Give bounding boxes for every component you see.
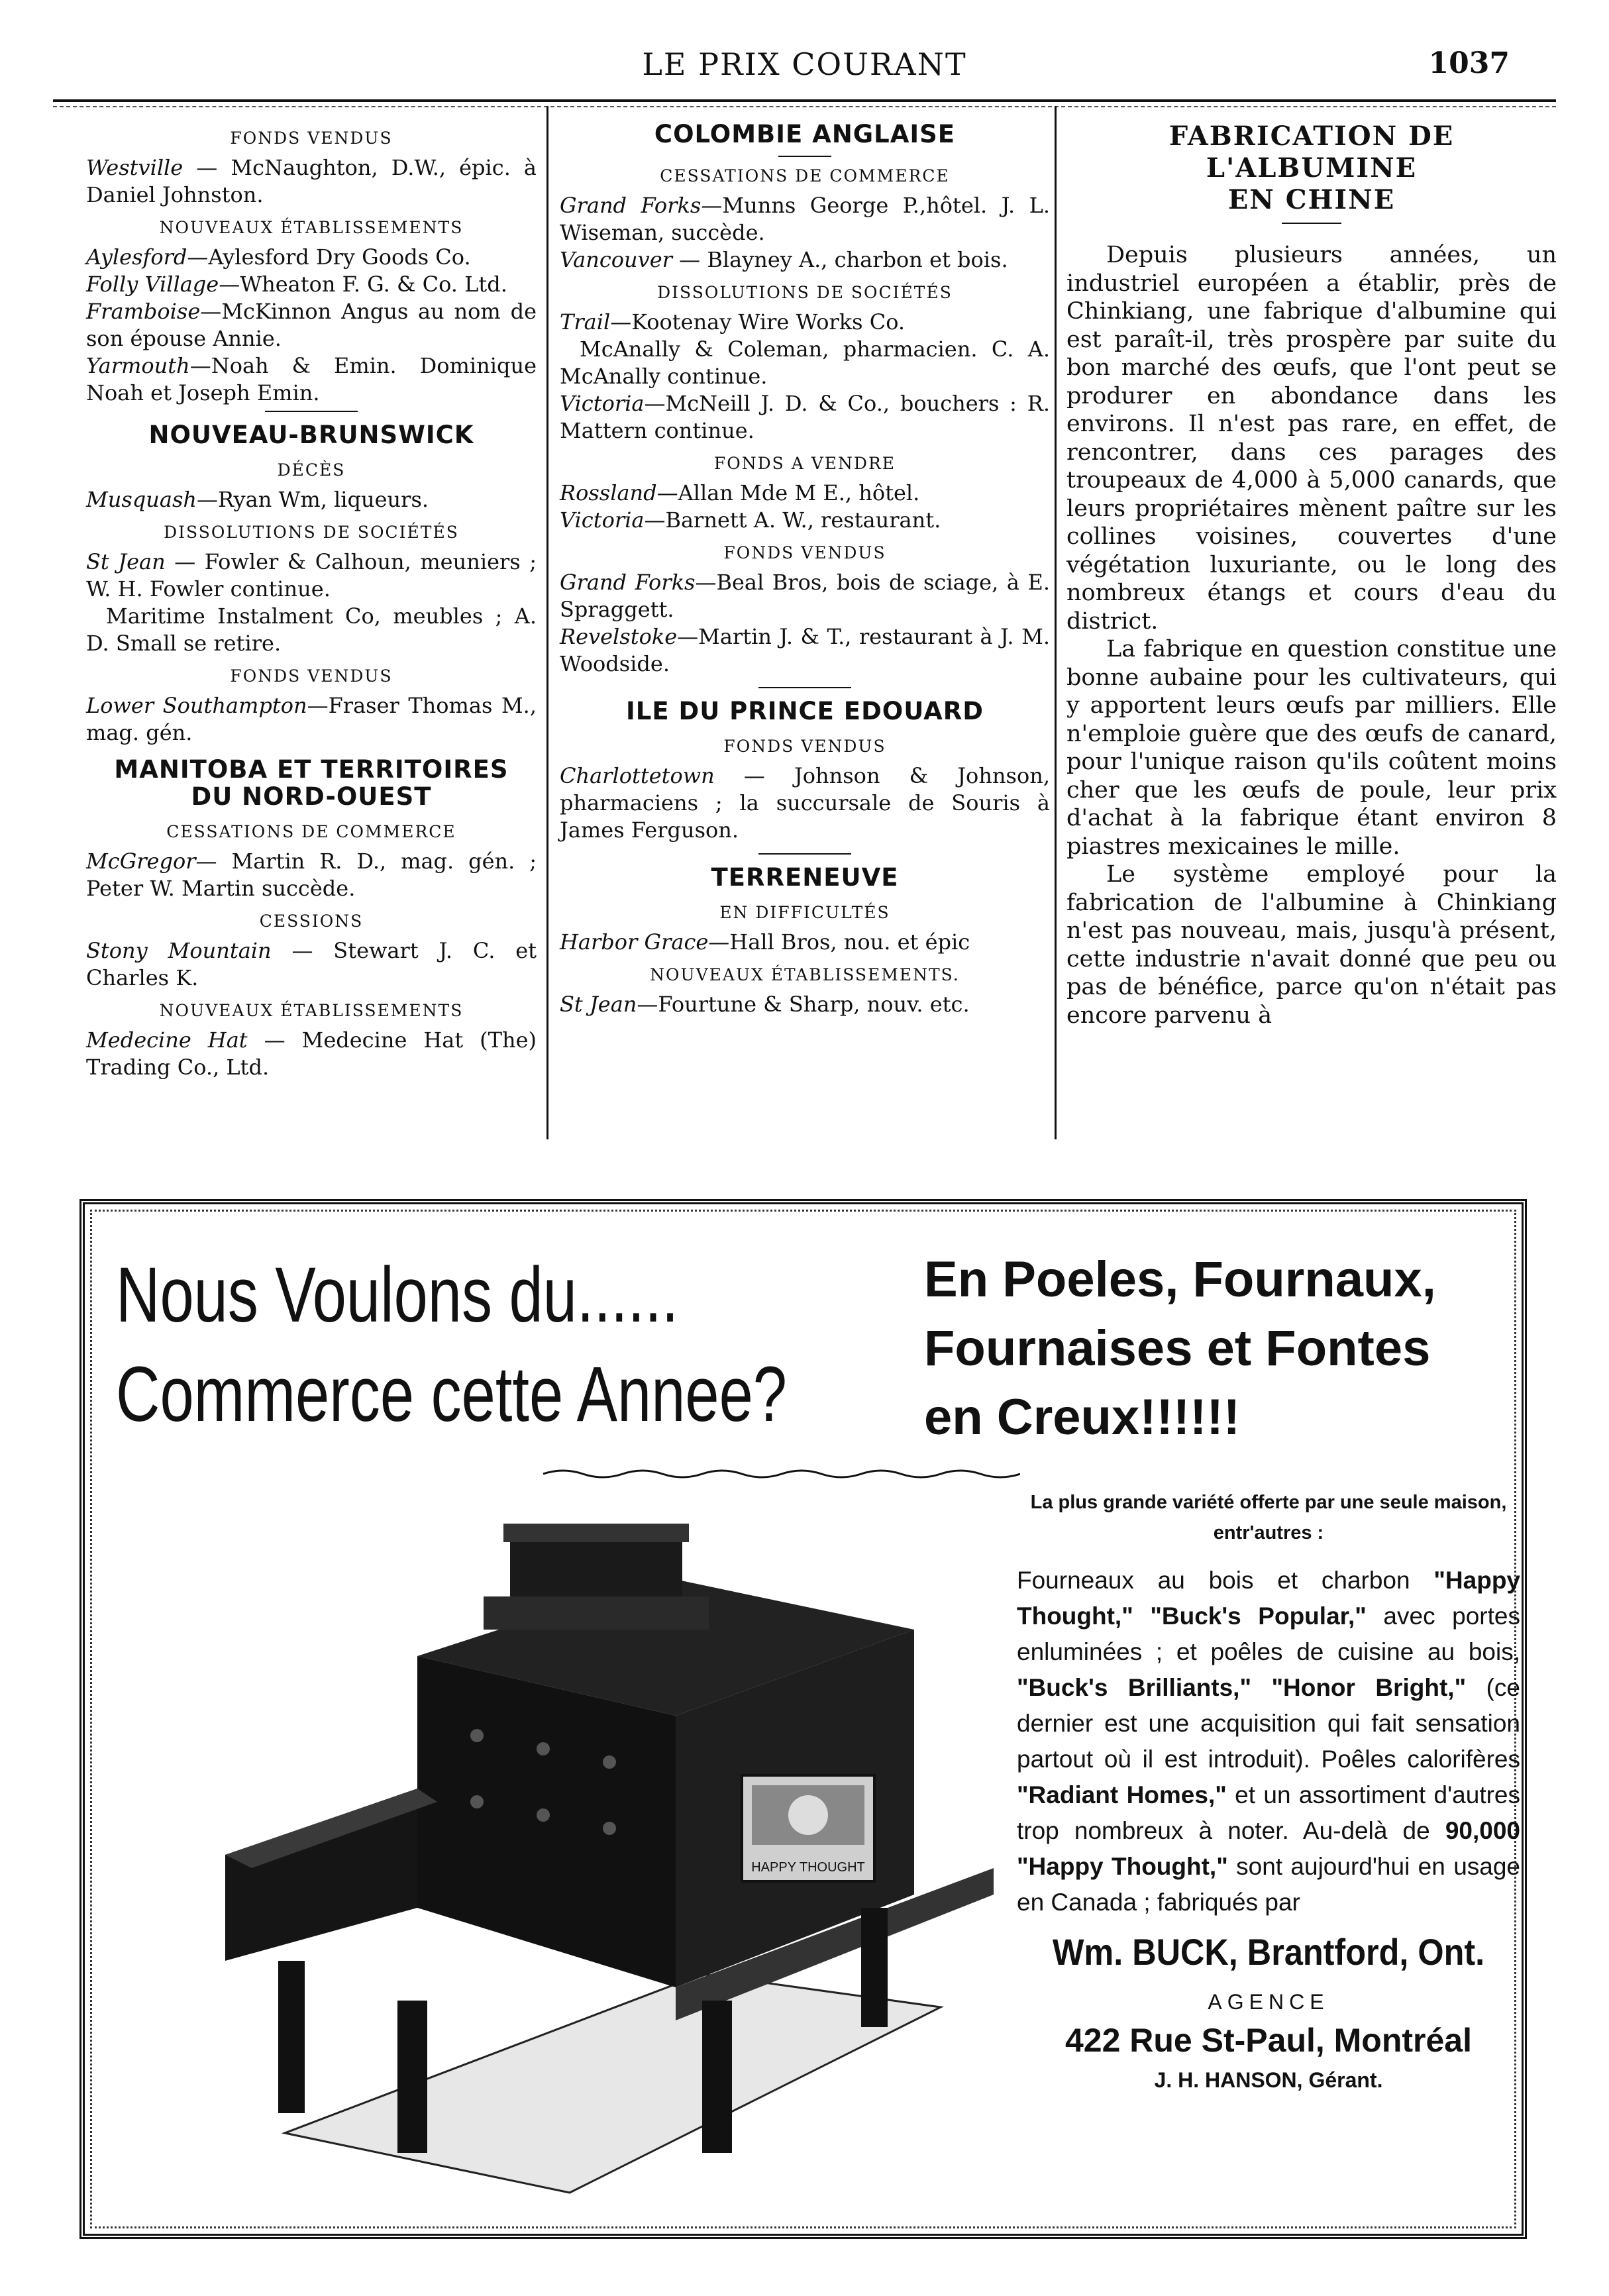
entry-revelstoke: Revelstoke—Martin J. & T., restaurant à J. M. Woodside. — [560, 624, 1050, 676]
header-rule — [53, 99, 1556, 102]
entry-charlottetown: Charlottetown — Johnson & Johnson, pharmaciens ; la succursale de Souris à James Ferguson. — [560, 763, 1050, 843]
column-1 — [86, 119, 537, 1081]
province-title: MANITOBA ET TERRITOIRES — [114, 755, 509, 784]
page-number: 1037 — [1428, 46, 1510, 80]
entry-yarmouth: Yarmouth—Noah & Emin. Dominique Noah et Joseph Emin. — [86, 353, 537, 405]
section-heading: CESSATIONS DE COMMERCE — [166, 822, 456, 841]
column-divider-2 — [1055, 106, 1057, 1139]
section-heading: NOUVEAUX ÉTABLISSEMENTS — [159, 218, 464, 237]
entry-mcgregor: McGregor— Martin R. D., mag. gén. ; Peter W. Martin succède. — [86, 849, 537, 901]
entry-vancouver: Vancouver — Blayney A., charbon et bois. — [560, 247, 1008, 272]
entry-victoria-2: Victoria—Barnett A. W., restaurant. — [560, 507, 941, 533]
province-title-line2: DU NORD-OUEST — [191, 782, 432, 811]
province-title: COLOMBIE ANGLAISE — [654, 120, 956, 148]
entry-westville: Westville — McNaughton, D.W., épic. à Daniel Johnston. — [86, 155, 537, 207]
page-header-title: LE PRIX COURANT — [642, 46, 967, 82]
section-heading: FONDS VENDUS — [723, 543, 886, 562]
divider — [778, 156, 831, 157]
entry-musquash: Musquash—Ryan Wm, liqueurs. — [86, 487, 429, 512]
divider — [1282, 223, 1341, 224]
entry-medecine-hat: Medecine Hat — Medecine Hat (The) Trading Co., Ltd. — [86, 1027, 537, 1080]
entry-victoria: Victoria—McNeill J. D. & Co., bouchers : R. Mattern continue. — [560, 391, 1050, 443]
entry-stjean: St Jean — Fowler & Calhoun, meuniers ; W. H. Fowler continue. — [86, 549, 537, 601]
column-2 — [560, 119, 1050, 1018]
section-heading: FONDS VENDUS — [230, 129, 393, 148]
ad-headline-left: Nous Voulons du...... Commerce cette Annee? — [116, 1251, 787, 1438]
divider — [758, 853, 851, 855]
section-heading: NOUVEAUX ÉTABLISSEMENTS — [159, 1001, 464, 1020]
section-heading: DISSOLUTIONS DE SOCIÉTÉS — [657, 283, 953, 302]
divider — [758, 687, 851, 688]
divider — [265, 411, 358, 412]
decorative-wave-rule — [543, 1467, 1020, 1481]
province-title: ILE DU PRINCE EDOUARD — [626, 697, 984, 725]
section-heading: EN DIFFICULTÉS — [719, 903, 890, 922]
province-title: TERRENEUVE — [711, 863, 899, 892]
entry-lower-southampton: Lower Southampton—Fraser Thomas M., mag. gén. — [86, 693, 537, 745]
entry-maritime: Maritime Instalment Co, meubles ; A. D. Small se retire. — [86, 603, 537, 656]
section-heading: CESSIONS — [259, 912, 364, 931]
entry-trail: Trail—Kootenay Wire Works Co. — [560, 309, 906, 335]
ad-manager: J. H. HANSON, Gérant. — [1154, 2068, 1383, 2092]
article-paragraph-1: Depuis plusieurs années, un industriel européen a établir, près de Chinkiang, une fabrique d'albumine qui est paraît-il, très prospère par suite du bon marché des œufs, que l'ont peut se produrer en abondance dans les environs. Il n'est pas rare, en effet, de rencontrer, dans ces parages des troupeaux de 4,000 à 5,000 canards, que leurs propriétaires mènent paître sur les collines voisines, couvertes d'une végétation luxuriante, ou le long des nombreux étangs et cours d'eau du district. — [1066, 242, 1557, 635]
ad-agency-label: AGENCE — [1208, 1990, 1329, 2014]
section-heading: FONDS A VENDRE — [713, 454, 896, 473]
ad-intro: La plus grande variété offerte par une seule maison, entr'autres : — [1030, 1492, 1507, 1543]
stove-illustration — [199, 1497, 1013, 2199]
article-paragraph-3: Le système employé pour la fabrication de l'albumine à Chinkiang n'est pas nouveau, mais, jusqu'à présent, cette industrie n'avait donné que peu ou pas de bénéfice, parce qu'on n'était pas encore parvenu à — [1066, 861, 1557, 1029]
entry-stony-mountain: Stony Mountain — Stewart J. C. et Charles K. — [86, 938, 537, 990]
section-heading: CESSATIONS DE COMMERCE — [660, 166, 950, 185]
section-heading: FONDS VENDUS — [723, 737, 886, 756]
column-divider-1 — [546, 106, 548, 1139]
entry-st-jean: St Jean—Fourtune & Sharp, nouv. etc. — [560, 992, 970, 1017]
entry-harbor-grace: Harbor Grace—Hall Bros, nou. et épic — [560, 929, 970, 955]
ad-manufacturer: Wm. BUCK, Brantford, Ont. — [1052, 1931, 1485, 1973]
column-3 — [1066, 119, 1557, 1029]
section-heading: NOUVEAUX ÉTABLISSEMENTS. — [650, 965, 960, 984]
section-heading: DISSOLUTIONS DE SOCIÉTÉS — [164, 523, 459, 542]
entry-grand-forks-2: Grand Forks—Beal Bros, bois de sciage, à E. Spraggett. — [560, 570, 1051, 622]
ad-headline-right: En Poeles, Fournaux, Fournaises et Fontes en Creux!!!!!! — [924, 1251, 1436, 1445]
ad-address: 422 Rue St-Paul, Montréal — [1064, 2022, 1473, 2059]
entry-rossland: Rossland—Allan Mde M E., hôtel. — [560, 480, 920, 505]
ad-copy — [1017, 1487, 1520, 2102]
entry-folly: Folly Village—Wheaton F. G. & Co. Ltd. — [86, 272, 507, 297]
entry-aylesford: Aylesford—Aylesford Dry Goods Co. — [86, 244, 471, 270]
province-title: NOUVEAU-BRUNSWICK — [148, 421, 474, 449]
section-heading: FONDS VENDUS — [230, 666, 393, 686]
entry-grand-forks: Grand Forks—Munns George P.,hôtel. J. L. Wiseman, succède. — [560, 193, 1051, 245]
section-heading: DÉCÈS — [277, 460, 346, 480]
entry-framboise: Framboise—McKinnon Angus au nom de son épouse Annie. — [86, 299, 537, 351]
article-paragraph-2: La fabrique en question constitue une bonne aubaine pour les cultivateurs, qui y apportent leurs œufs par milliers. Elle n'emploie guère que des œufs de canard, pour l'unique raison qu'ils coûtent moins cher que les œufs de poule, leur prix d'achat à la fabrique étant environ 8 piastres mexicaines le mille. — [1066, 636, 1557, 860]
ad-body: Fourneaux au bois et charbon "Happy Thought," "Buck's Popular," avec portes enluminées ; et poêles de cuisine au bois, "Buck's Brilliants," "Honor Bright," (ce dernier est une acquisition qui fait sensation partout où il est introduit). Poêles calorifères "Radiant Homes," et un assortiment d'autres trop nombreux à noter. Au-delà de 90,000 "Happy Thought," sont aujourd'hui en usage en Canada ; fabriqués par — [1017, 1567, 1521, 1916]
stove-nameplate-text: HAPPY THOUGHT — [751, 1860, 865, 1875]
header-rule-dashed — [53, 106, 1556, 107]
article-title: FABRICATION DE L'ALBUMINE EN CHINE — [1168, 121, 1455, 215]
entry-mcanally: McAnally & Coleman, pharmacien. C. A. McAnally continue. — [560, 337, 1050, 389]
